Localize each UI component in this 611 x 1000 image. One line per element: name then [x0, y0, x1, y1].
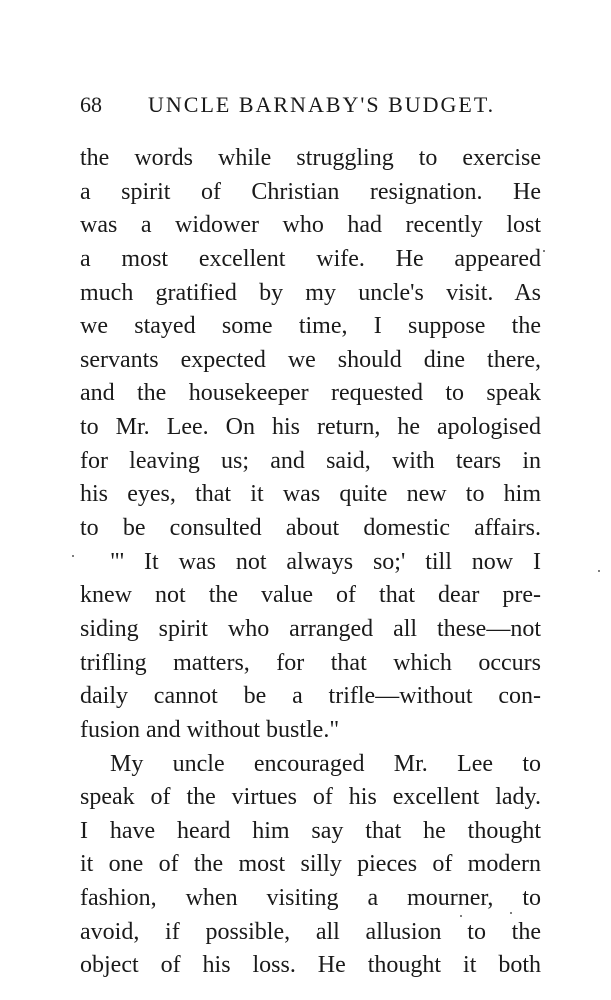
text-line: was a widower who had recently lost	[80, 212, 541, 239]
paragraph	[80, 142, 541, 546]
text-line: My uncle encouraged Mr. Lee to	[110, 750, 541, 777]
text-line: daily cannot be a trifle—without con-	[80, 683, 541, 710]
page-number: 68	[80, 92, 102, 117]
scan-speck	[72, 555, 74, 557]
text-line: I have heard him say that he thought	[80, 817, 541, 844]
text-line: a most excellent wife. He appeared	[80, 245, 541, 272]
paragraph	[80, 748, 541, 983]
text-line: we stayed some time, I suppose the	[80, 313, 541, 340]
scan-speck	[543, 250, 545, 252]
scan-speck	[460, 915, 462, 917]
text-line: the words while struggling to exercise	[80, 145, 541, 171]
text-line: knew not the value of that dear pre-	[80, 582, 541, 609]
scan-speck	[510, 912, 512, 914]
text-line: for leaving us; and said, with tears in	[80, 447, 541, 474]
text-line: fashion, when visiting a mourner, to	[80, 885, 541, 912]
text-line: servants expected we should dine there,	[80, 346, 541, 373]
scan-speck	[598, 570, 600, 572]
text-line: speak of the virtues of his excellent lady.	[80, 784, 541, 811]
text-line: trifling matters, for that which occurs	[80, 649, 541, 676]
text-line: avoid, if possible, all allusion to the	[80, 918, 541, 945]
page-header	[80, 92, 540, 126]
text-line: it one of the most silly pieces of modern	[80, 851, 541, 878]
text-line: to Mr. Lee. On his return, he apologised	[80, 414, 541, 441]
body-text	[80, 142, 541, 983]
text-line: his eyes, that it was quite new to him	[80, 481, 541, 508]
text-line: a spirit of Christian resignation. He	[80, 178, 541, 205]
text-line: object of his loss. He thought it both	[80, 952, 541, 979]
text-line: fusion and without bustle."	[80, 716, 340, 743]
text-line: to be consulted about domestic affairs.	[80, 515, 541, 542]
text-line: siding spirit who arranged all these—not	[80, 615, 541, 642]
text-line: and the housekeeper requested to speak	[80, 380, 541, 407]
text-line: much gratified by my uncle's visit. As	[80, 279, 541, 306]
paragraph	[80, 546, 541, 748]
text-line: "' It was not always so;' till now I	[110, 548, 541, 575]
running-title: UNCLE BARNABY'S BUDGET.	[148, 92, 496, 117]
